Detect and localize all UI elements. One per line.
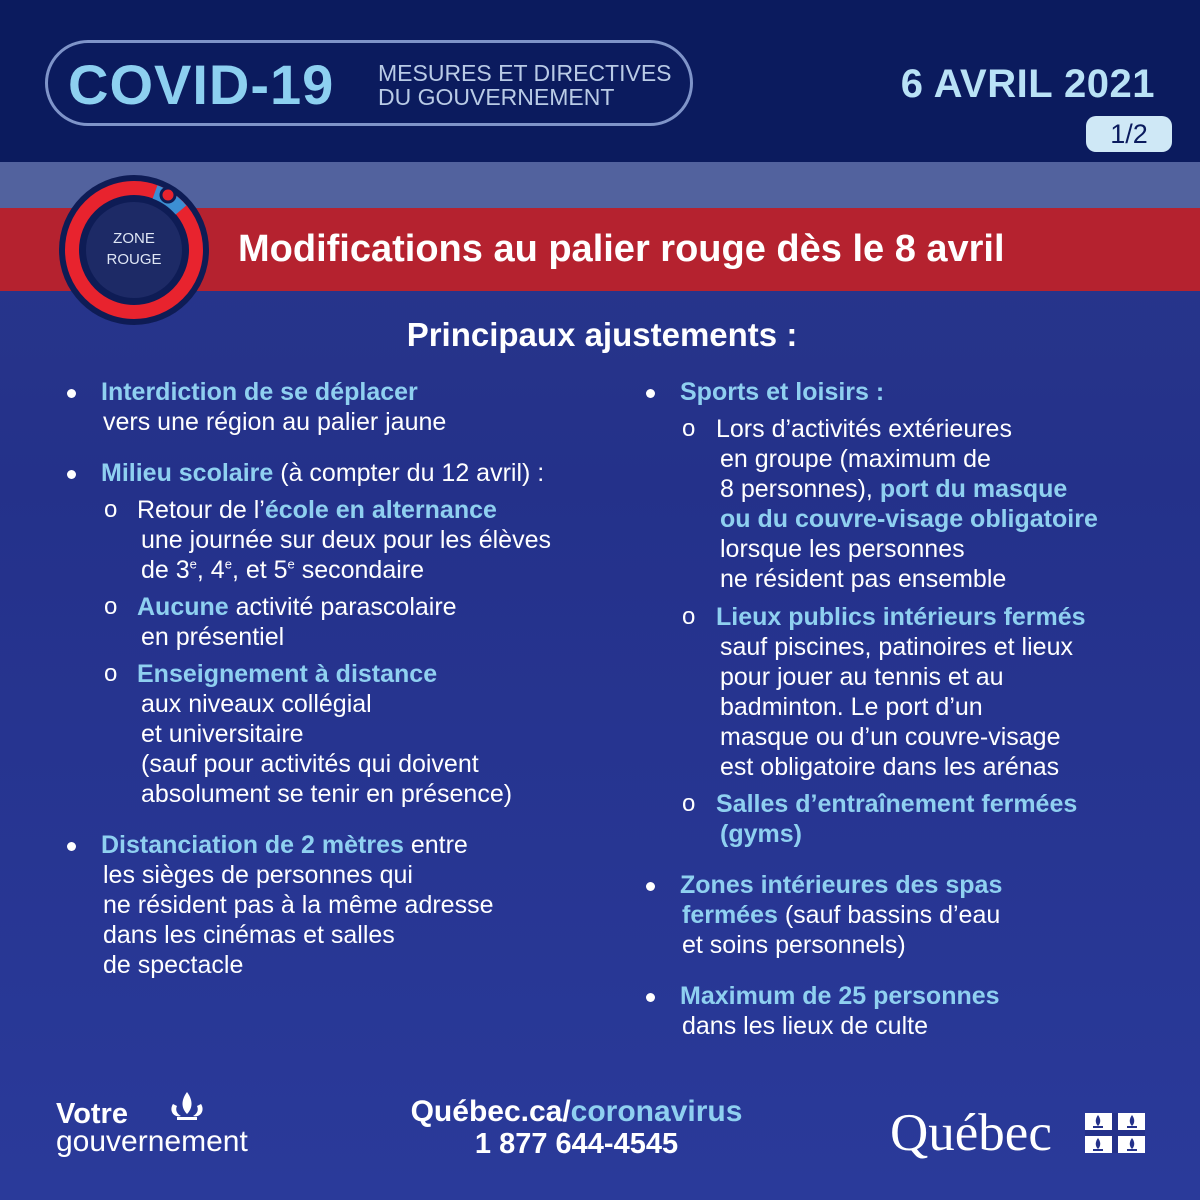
right-sub-1-line-6: ne résident pas ensemble — [720, 565, 1007, 593]
right-sub-1-line-3 — [720, 474, 1067, 504]
left-sub-2-line-2: en présentiel — [141, 623, 285, 651]
right-sub-3-line-1: Salles d’entraînement fermées — [716, 790, 1078, 818]
bullet-icon — [646, 389, 655, 398]
zone-label — [93, 228, 175, 270]
right-item-3-line-1: Maximum de 25 personnes — [680, 982, 1000, 1010]
quebec-wordmark: Québec — [890, 1104, 1052, 1162]
quebec-flag-icon — [1085, 1113, 1145, 1153]
left-item-3-highlight: Distanciation de 2 mètres — [101, 831, 404, 859]
right-item-1-highlight: Sports et loisirs : — [680, 378, 885, 406]
sub-bullet-icon: o — [682, 603, 696, 630]
zone-label-line-1: ZONE — [113, 230, 155, 247]
right-item-2-line-2 — [682, 900, 1000, 930]
left-item-1-highlight: Interdiction de se déplacer — [101, 378, 418, 406]
right-item-3-line-2: dans les lieux de culte — [682, 1012, 928, 1040]
left-sub-1-text: Retour de l’ — [137, 496, 265, 524]
gouvernement-label: gouvernement — [56, 1125, 248, 1158]
right-sub-1-line-2: en groupe (maximum de — [720, 445, 991, 473]
sub-bullet-icon: o — [104, 496, 118, 523]
right-sub-2-line-1: Lieux publics intérieurs fermés — [716, 603, 1086, 631]
header-bar — [0, 0, 1200, 162]
bullet-icon — [67, 842, 76, 851]
left-item-2-rest: (à compter du 12 avril) : — [273, 459, 545, 487]
left-sub-3-line-2: aux niveaux collégial — [141, 690, 372, 718]
bullet-icon — [67, 389, 76, 398]
banner-title: Modifications au palier rouge dès le 8 avril — [238, 228, 1005, 270]
website-path[interactable]: coronavirus — [570, 1095, 743, 1128]
left-sub-3-line-4: (sauf pour activités qui doivent — [141, 750, 479, 778]
grade-4-text: , 4 — [196, 556, 225, 584]
grade-3-text: de 3 — [141, 556, 190, 584]
left-item-1-line-1 — [101, 377, 418, 407]
right-sub-1-text: 8 personnes), — [720, 475, 880, 503]
right-item-2-line-3: et soins personnels) — [682, 931, 906, 959]
bullet-icon — [646, 882, 655, 891]
left-sub-3-line-3: et universitaire — [141, 720, 304, 748]
left-sub-3-line-5: absolument se tenir en présence) — [141, 780, 513, 808]
left-item-3-line-2: les sièges de personnes qui — [103, 861, 413, 889]
right-sub-1-line-1: Lors d’activités extérieures — [716, 415, 1012, 443]
right-sub-2-line-2: sauf piscines, patinoires et lieux — [720, 633, 1073, 661]
superscript: e — [189, 556, 197, 572]
superscript: e — [287, 556, 295, 572]
phone-number: 1 877 644-4545 — [474, 1128, 679, 1160]
right-sub-1-highlight: port du masque — [879, 475, 1068, 503]
grade-5-text: , et 5 — [231, 556, 288, 584]
left-sub-3-line-1 — [137, 659, 437, 689]
website-domain[interactable]: Québec.ca/ — [410, 1095, 571, 1128]
sub-bullet-icon: o — [682, 790, 696, 817]
left-sub-2-line-1 — [137, 592, 457, 622]
left-item-2-line-1 — [101, 458, 544, 488]
right-sub-1-line-5: lorsque les personnes — [720, 535, 965, 563]
right-sub-2-line-4: badminton. Le port d’un — [720, 693, 983, 721]
left-item-1-line-2: vers une région au palier jaune — [103, 408, 447, 436]
left-sub-1-line-1 — [137, 495, 497, 525]
left-item-3-line-5: de spectacle — [103, 951, 244, 979]
bullet-icon — [646, 993, 655, 1002]
right-sub-2-line-3: pour jouer au tennis et au — [720, 663, 1004, 691]
sub-bullet-icon: o — [104, 593, 118, 620]
page-indicator: 1/2 — [1086, 116, 1172, 152]
right-item-1-line-1 — [680, 377, 884, 407]
left-sub-2-highlight: Aucune — [137, 593, 229, 621]
date-label: 6 AVRIL 2021 — [900, 62, 1155, 106]
section-heading — [0, 313, 1200, 357]
subtitle-line-1: MESURES ET DIRECTIVES — [378, 60, 672, 86]
left-sub-1-line-2: une journée sur deux pour les élèves — [141, 526, 551, 554]
zone-label-line-2: ROUGE — [106, 251, 162, 268]
subtitle-line-2: DU GOUVERNEMENT — [378, 84, 615, 110]
votre-label: Votre — [56, 1098, 128, 1130]
left-sub-1-line-3 — [141, 555, 424, 585]
left-item-3-line-4: dans les cinémas et salles — [103, 921, 395, 949]
right-item-2-highlight: fermées — [682, 901, 778, 929]
right-sub-1-line-4: ou du couvre-visage obligatoire — [720, 505, 1098, 533]
bullet-icon — [67, 470, 76, 479]
secondaire-text: secondaire — [294, 556, 425, 584]
left-sub-3-highlight: Enseignement à distance — [137, 660, 438, 688]
left-item-3-rest: entre — [403, 831, 468, 859]
section-heading-text: Principaux ajustements : — [406, 316, 798, 353]
sub-bullet-icon: o — [104, 660, 118, 687]
right-sub-2-line-5: masque ou d’un couvre-visage — [720, 723, 1061, 751]
superscript: e — [224, 556, 232, 572]
right-sub-2-line-6: est obligatoire dans les arénas — [720, 753, 1060, 781]
sub-bullet-icon: o — [682, 415, 696, 442]
right-item-2-rest: (sauf bassins d’eau — [777, 901, 1001, 929]
left-item-3-line-1 — [101, 830, 468, 860]
title-pill — [45, 40, 693, 126]
right-sub-3-line-2: (gyms) — [720, 820, 802, 848]
left-sub-1-highlight: école en alternance — [264, 496, 497, 524]
left-sub-2-rest: activité parascolaire — [228, 593, 457, 621]
subtitle — [378, 61, 672, 109]
covid-title: COVID-19 — [68, 53, 335, 116]
right-item-2-line-1: Zones intérieures des spas — [680, 871, 1003, 899]
left-item-3-line-3: ne résident pas à la même adresse — [103, 891, 494, 919]
left-item-2-highlight: Milieu scolaire — [101, 459, 274, 487]
